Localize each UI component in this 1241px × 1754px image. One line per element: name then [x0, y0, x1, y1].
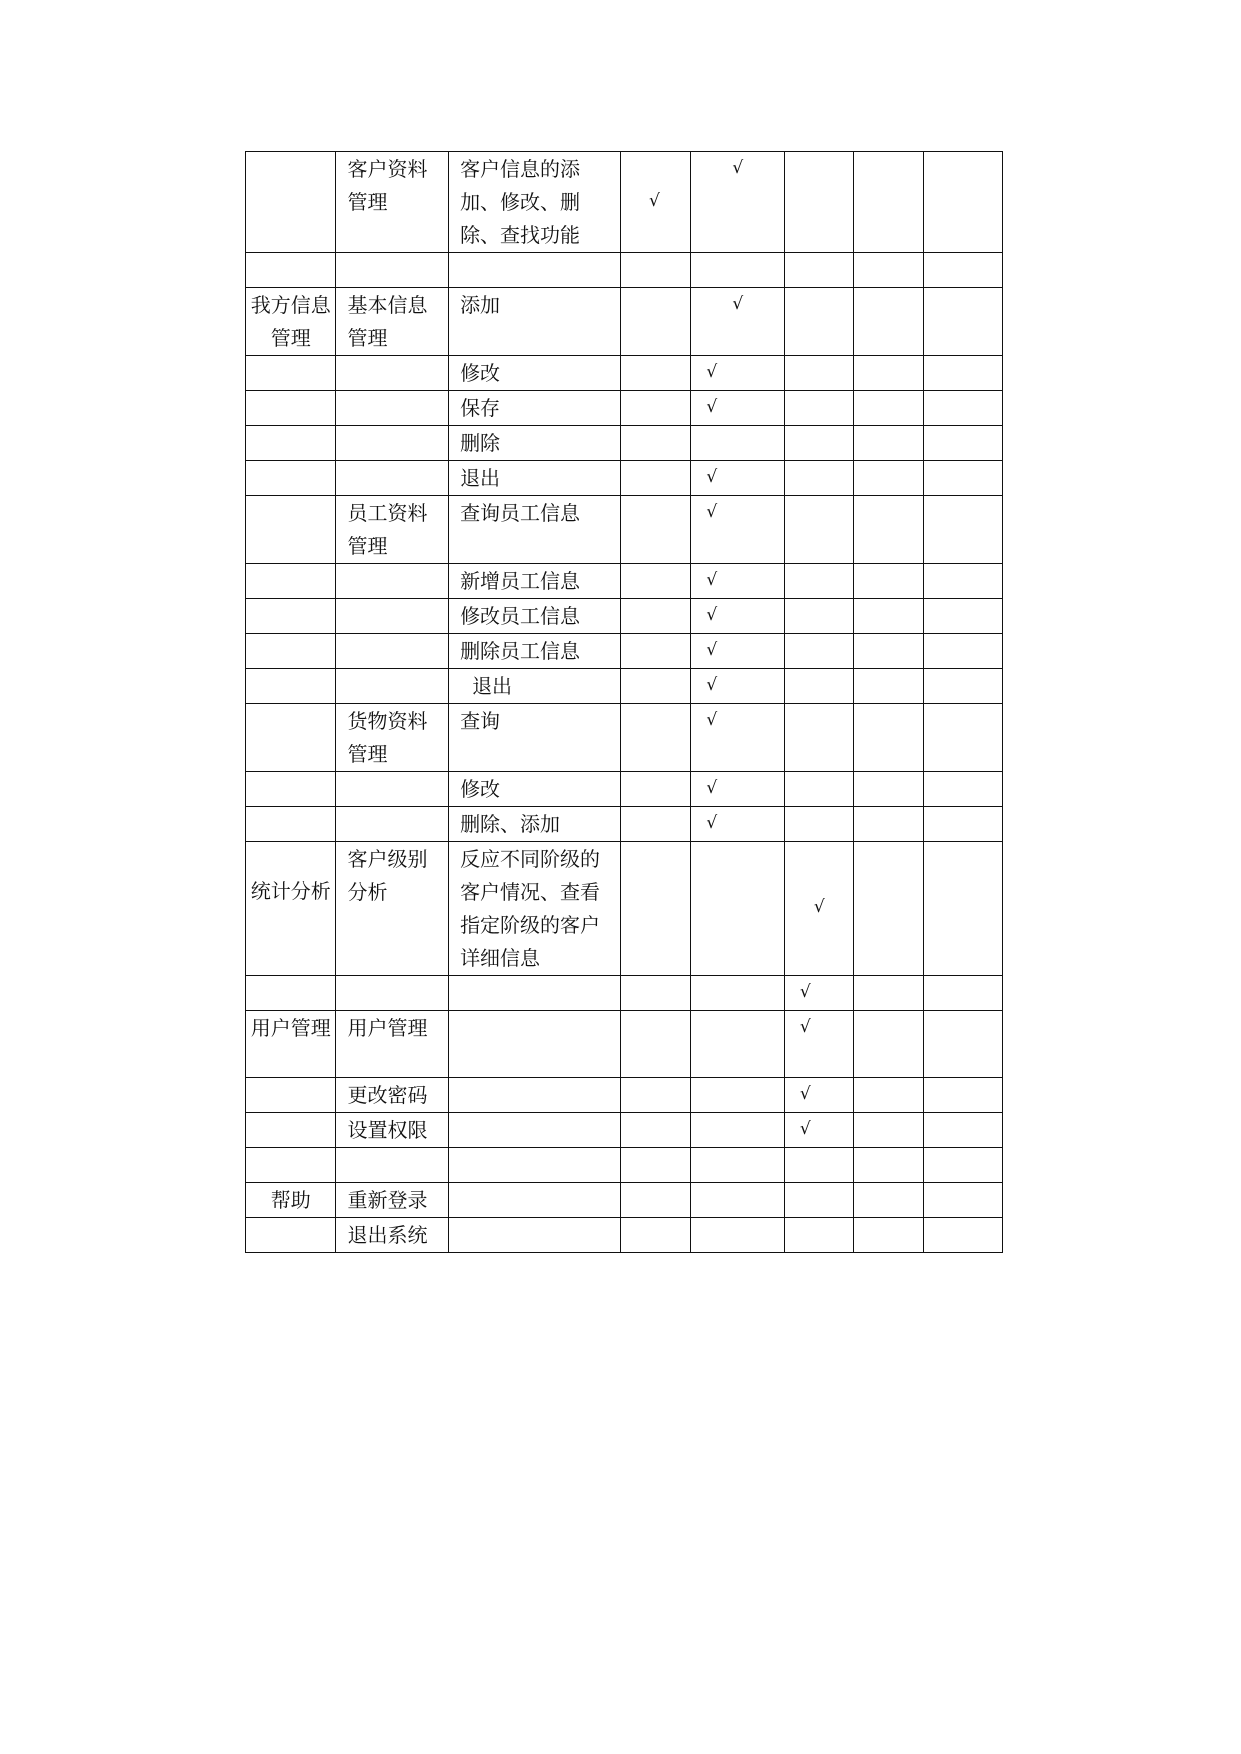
table-row	[246, 1148, 1003, 1183]
permission-cell	[923, 461, 1002, 496]
permission-cell	[620, 461, 690, 496]
function-cell	[449, 1078, 621, 1113]
submodule-cell	[336, 1078, 449, 1113]
module-text	[246, 807, 335, 808]
submodule-text	[336, 253, 448, 254]
table-row	[246, 1113, 1003, 1148]
checkmark-icon: √	[813, 897, 825, 917]
permission-cell	[784, 253, 853, 288]
module-text	[246, 1148, 335, 1149]
permission-cell	[854, 426, 923, 461]
submodule-cell	[336, 599, 449, 634]
permission-cell	[691, 1183, 784, 1218]
permission-cell	[620, 1113, 690, 1148]
function-cell	[449, 976, 621, 1011]
permission-cell	[691, 496, 784, 564]
permission-cell	[923, 1011, 1002, 1078]
checkmark-icon: √	[732, 158, 744, 178]
permission-cell	[691, 634, 784, 669]
permission-cell	[854, 1148, 923, 1183]
submodule-cell	[336, 152, 449, 253]
permission-cell	[691, 807, 784, 842]
module-text	[246, 152, 335, 153]
module-cell	[246, 391, 336, 426]
submodule-cell	[336, 1011, 449, 1078]
table-row	[246, 1183, 1003, 1218]
checkmark-icon: √	[648, 191, 660, 211]
permission-cell	[620, 976, 690, 1011]
function-text	[449, 1183, 620, 1184]
permission-cell	[854, 288, 923, 356]
module-cell	[246, 288, 336, 356]
table-body	[246, 152, 1003, 1253]
table-row	[246, 356, 1003, 391]
checkmark-icon: √	[799, 1017, 811, 1037]
permission-cell	[854, 253, 923, 288]
function-cell	[449, 1218, 621, 1253]
module-cell	[246, 1078, 336, 1113]
table-row	[246, 599, 1003, 634]
permission-cell	[854, 564, 923, 599]
function-text	[449, 1148, 620, 1149]
table-row	[246, 1078, 1003, 1113]
module-text	[246, 634, 335, 635]
module-cell	[246, 599, 336, 634]
permission-cell	[854, 704, 923, 772]
permission-cell	[691, 288, 784, 356]
function-text: 查询员工信息	[460, 501, 581, 525]
submodule-text	[336, 1148, 448, 1149]
permission-cell	[923, 1218, 1002, 1253]
function-text: 删除员工信息	[460, 639, 581, 663]
submodule-cell	[336, 807, 449, 842]
permission-cell	[784, 356, 853, 391]
permission-cell	[784, 496, 853, 564]
table-row	[246, 496, 1003, 564]
submodule-cell	[336, 634, 449, 669]
permission-cell	[691, 599, 784, 634]
permission-cell	[784, 152, 853, 253]
function-text: 保存	[460, 396, 501, 420]
function-cell	[449, 842, 621, 976]
module-text	[246, 356, 335, 357]
permission-cell	[691, 426, 784, 461]
permission-cell	[620, 1148, 690, 1183]
permission-cell	[691, 253, 784, 288]
permission-cell	[620, 152, 690, 253]
permission-cell	[784, 1078, 853, 1113]
module-text	[246, 253, 335, 254]
submodule-text: 更改密码	[347, 1083, 428, 1107]
submodule-cell	[336, 461, 449, 496]
permission-cell	[923, 599, 1002, 634]
submodule-text	[336, 391, 448, 392]
permission-cell	[854, 842, 923, 976]
submodule-cell	[336, 564, 449, 599]
permission-cell	[691, 564, 784, 599]
permission-cell	[854, 807, 923, 842]
checkmark-icon: √	[706, 362, 718, 382]
permission-cell	[784, 772, 853, 807]
permission-cell	[620, 391, 690, 426]
module-cell	[246, 976, 336, 1011]
permission-cell	[620, 1183, 690, 1218]
submodule-cell	[336, 1183, 449, 1218]
function-cell	[449, 1113, 621, 1148]
permission-cell	[854, 1011, 923, 1078]
checkmark-icon: √	[706, 675, 718, 695]
submodule-cell	[336, 1113, 449, 1148]
checkmark-icon: √	[706, 778, 718, 798]
permission-cell	[923, 807, 1002, 842]
permission-cell	[620, 564, 690, 599]
permission-cell	[923, 152, 1002, 253]
permission-cell	[620, 496, 690, 564]
function-cell	[449, 152, 621, 253]
table-row	[246, 461, 1003, 496]
table-row	[246, 772, 1003, 807]
permission-cell	[923, 426, 1002, 461]
permission-cell	[854, 634, 923, 669]
submodule-text	[336, 426, 448, 427]
table-row	[246, 426, 1003, 461]
permission-cell	[923, 1113, 1002, 1148]
table-row	[246, 704, 1003, 772]
submodule-cell	[336, 772, 449, 807]
table-row	[246, 842, 1003, 976]
submodule-cell	[336, 976, 449, 1011]
submodule-text: 客户级别分析	[347, 847, 428, 904]
permission-cell	[923, 1078, 1002, 1113]
permission-cell	[620, 288, 690, 356]
function-text	[449, 1011, 620, 1012]
permission-cell	[854, 976, 923, 1011]
module-cell	[246, 1183, 336, 1218]
function-cell	[449, 1183, 621, 1218]
permission-cell	[691, 1148, 784, 1183]
permission-cell	[691, 842, 784, 976]
submodule-text	[336, 976, 448, 977]
permission-cell	[784, 634, 853, 669]
function-text: 退出	[472, 674, 513, 698]
permission-cell	[854, 1113, 923, 1148]
submodule-text	[336, 461, 448, 462]
module-cell	[246, 1113, 336, 1148]
function-cell	[449, 564, 621, 599]
function-text	[449, 1218, 620, 1219]
permission-cell	[784, 599, 853, 634]
submodule-text: 客户资料管理	[347, 157, 428, 214]
checkmark-icon: √	[706, 502, 718, 522]
module-cell	[246, 772, 336, 807]
permission-cell	[784, 704, 853, 772]
checkmark-icon: √	[706, 640, 718, 660]
permission-cell	[784, 669, 853, 704]
module-cell	[246, 253, 336, 288]
checkmark-icon: √	[706, 605, 718, 625]
module-cell	[246, 356, 336, 391]
module-cell	[246, 807, 336, 842]
permission-cell	[691, 152, 784, 253]
checkmark-icon: √	[706, 467, 718, 487]
permission-cell	[620, 356, 690, 391]
permission-cell	[620, 842, 690, 976]
function-text: 修改	[460, 777, 501, 801]
module-cell	[246, 669, 336, 704]
submodule-text	[336, 669, 448, 670]
permission-cell	[691, 669, 784, 704]
permission-cell	[784, 1113, 853, 1148]
function-text: 新增员工信息	[460, 569, 581, 593]
submodule-text: 基本信息管理	[347, 293, 428, 350]
permission-cell	[854, 1078, 923, 1113]
function-permission-table	[245, 151, 1003, 1253]
function-text: 删除	[460, 431, 501, 455]
permission-cell	[854, 152, 923, 253]
submodule-text: 退出系统	[347, 1223, 428, 1247]
module-cell	[246, 461, 336, 496]
submodule-cell	[336, 426, 449, 461]
permission-cell	[854, 461, 923, 496]
permission-cell	[691, 461, 784, 496]
submodule-text	[336, 356, 448, 357]
permission-cell	[691, 704, 784, 772]
function-text	[449, 253, 620, 254]
module-text	[246, 391, 335, 392]
function-text: 修改	[460, 361, 501, 385]
permission-cell	[620, 772, 690, 807]
function-cell	[449, 288, 621, 356]
module-text	[246, 426, 335, 427]
function-cell	[449, 426, 621, 461]
module-text	[246, 564, 335, 565]
submodule-cell	[336, 669, 449, 704]
submodule-text	[336, 772, 448, 773]
function-text	[449, 976, 620, 977]
permission-cell	[784, 391, 853, 426]
submodule-cell	[336, 704, 449, 772]
submodule-cell	[336, 842, 449, 976]
module-text	[246, 599, 335, 600]
function-text	[449, 1078, 620, 1079]
permission-cell	[784, 426, 853, 461]
submodule-text: 设置权限	[347, 1118, 428, 1142]
permission-cell	[620, 599, 690, 634]
permission-cell	[923, 634, 1002, 669]
permission-cell	[923, 669, 1002, 704]
submodule-text: 员工资料管理	[347, 501, 428, 558]
function-cell	[449, 253, 621, 288]
function-cell	[449, 391, 621, 426]
module-cell	[246, 704, 336, 772]
module-cell	[246, 496, 336, 564]
checkmark-icon: √	[799, 982, 811, 1002]
function-text: 客户信息的添加、修改、删除、查找功能	[460, 157, 581, 247]
table-row	[246, 253, 1003, 288]
module-text: 帮助	[270, 1188, 311, 1212]
permission-cell	[923, 1148, 1002, 1183]
function-cell	[449, 356, 621, 391]
submodule-text: 重新登录	[347, 1188, 428, 1212]
function-cell	[449, 807, 621, 842]
module-text	[246, 772, 335, 773]
permission-cell	[620, 1078, 690, 1113]
module-cell	[246, 634, 336, 669]
permission-cell	[691, 1113, 784, 1148]
function-text: 修改员工信息	[460, 604, 581, 628]
permission-cell	[923, 253, 1002, 288]
permission-cell	[784, 288, 853, 356]
function-cell	[449, 1148, 621, 1183]
permission-cell	[923, 1183, 1002, 1218]
function-text: 添加	[460, 293, 501, 317]
permission-cell	[923, 288, 1002, 356]
permission-cell	[854, 1218, 923, 1253]
permission-cell	[854, 496, 923, 564]
permission-cell	[784, 461, 853, 496]
permission-cell	[854, 356, 923, 391]
permission-cell	[620, 634, 690, 669]
table-row	[246, 1011, 1003, 1078]
submodule-cell	[336, 253, 449, 288]
function-cell	[449, 669, 621, 704]
permission-cell	[923, 772, 1002, 807]
checkmark-icon: √	[799, 1084, 811, 1104]
module-text	[246, 669, 335, 670]
submodule-text	[336, 599, 448, 600]
permission-cell	[691, 772, 784, 807]
permission-cell	[854, 599, 923, 634]
function-text	[449, 1113, 620, 1114]
submodule-cell	[336, 1148, 449, 1183]
permission-cell	[691, 356, 784, 391]
submodule-text	[336, 807, 448, 808]
function-cell	[449, 772, 621, 807]
checkmark-icon: √	[706, 570, 718, 590]
permission-cell	[784, 976, 853, 1011]
function-text: 反应不同阶级的客户情况、查看指定阶级的客户详细信息	[460, 847, 601, 970]
permission-cell	[691, 391, 784, 426]
submodule-text	[336, 564, 448, 565]
permission-cell	[620, 426, 690, 461]
function-cell	[449, 599, 621, 634]
permission-cell	[620, 807, 690, 842]
permission-cell	[620, 1218, 690, 1253]
module-text	[246, 1113, 335, 1114]
table-row	[246, 391, 1003, 426]
permission-cell	[620, 669, 690, 704]
permission-cell	[854, 1183, 923, 1218]
permission-cell	[923, 842, 1002, 976]
function-text: 查询	[460, 709, 501, 733]
permission-cell	[691, 976, 784, 1011]
module-cell	[246, 842, 336, 976]
function-cell	[449, 461, 621, 496]
module-cell	[246, 426, 336, 461]
module-cell	[246, 1148, 336, 1183]
permission-cell	[691, 1078, 784, 1113]
module-text: 统计分析	[250, 879, 331, 903]
module-text	[246, 461, 335, 462]
module-text	[246, 496, 335, 497]
permission-cell	[784, 1011, 853, 1078]
function-cell	[449, 496, 621, 564]
table-row	[246, 976, 1003, 1011]
checkmark-icon: √	[706, 397, 718, 417]
table-row	[246, 288, 1003, 356]
table-row	[246, 807, 1003, 842]
submodule-text	[336, 634, 448, 635]
permission-cell	[691, 1011, 784, 1078]
submodule-cell	[336, 496, 449, 564]
checkmark-icon: √	[706, 813, 718, 833]
module-cell	[246, 564, 336, 599]
permission-cell	[620, 253, 690, 288]
submodule-cell	[336, 1218, 449, 1253]
module-text	[246, 1078, 335, 1079]
permission-cell	[620, 704, 690, 772]
permission-cell	[854, 772, 923, 807]
module-text: 用户管理	[250, 1016, 331, 1040]
module-text	[246, 976, 335, 977]
permission-cell	[923, 356, 1002, 391]
submodule-cell	[336, 356, 449, 391]
submodule-text: 用户管理	[347, 1016, 428, 1040]
checkmark-icon: √	[732, 294, 744, 314]
table-row	[246, 564, 1003, 599]
submodule-cell	[336, 288, 449, 356]
permission-cell	[691, 1218, 784, 1253]
table-row	[246, 634, 1003, 669]
function-cell	[449, 634, 621, 669]
permission-cell	[923, 496, 1002, 564]
checkmark-icon: √	[706, 710, 718, 730]
table-row	[246, 669, 1003, 704]
permission-cell	[620, 1011, 690, 1078]
permission-cell	[784, 1218, 853, 1253]
permission-cell	[923, 976, 1002, 1011]
module-text: 我方信息管理	[250, 293, 331, 350]
module-cell	[246, 1218, 336, 1253]
permission-cell	[784, 807, 853, 842]
function-cell	[449, 704, 621, 772]
permission-cell	[923, 704, 1002, 772]
submodule-cell	[336, 391, 449, 426]
permission-cell	[784, 564, 853, 599]
module-cell	[246, 1011, 336, 1078]
permission-cell	[784, 1148, 853, 1183]
function-cell	[449, 1011, 621, 1078]
function-text: 删除、添加	[460, 812, 561, 836]
table-row	[246, 152, 1003, 253]
permission-cell	[854, 391, 923, 426]
module-cell	[246, 152, 336, 253]
permission-cell	[854, 669, 923, 704]
permission-cell	[784, 842, 853, 976]
permission-cell	[923, 391, 1002, 426]
module-text	[246, 1218, 335, 1219]
permission-cell	[784, 1183, 853, 1218]
submodule-text: 货物资料管理	[347, 709, 428, 766]
checkmark-icon: √	[799, 1119, 811, 1139]
permission-cell	[923, 564, 1002, 599]
module-text	[246, 704, 335, 705]
function-text: 退出	[460, 466, 501, 490]
table-row	[246, 1218, 1003, 1253]
